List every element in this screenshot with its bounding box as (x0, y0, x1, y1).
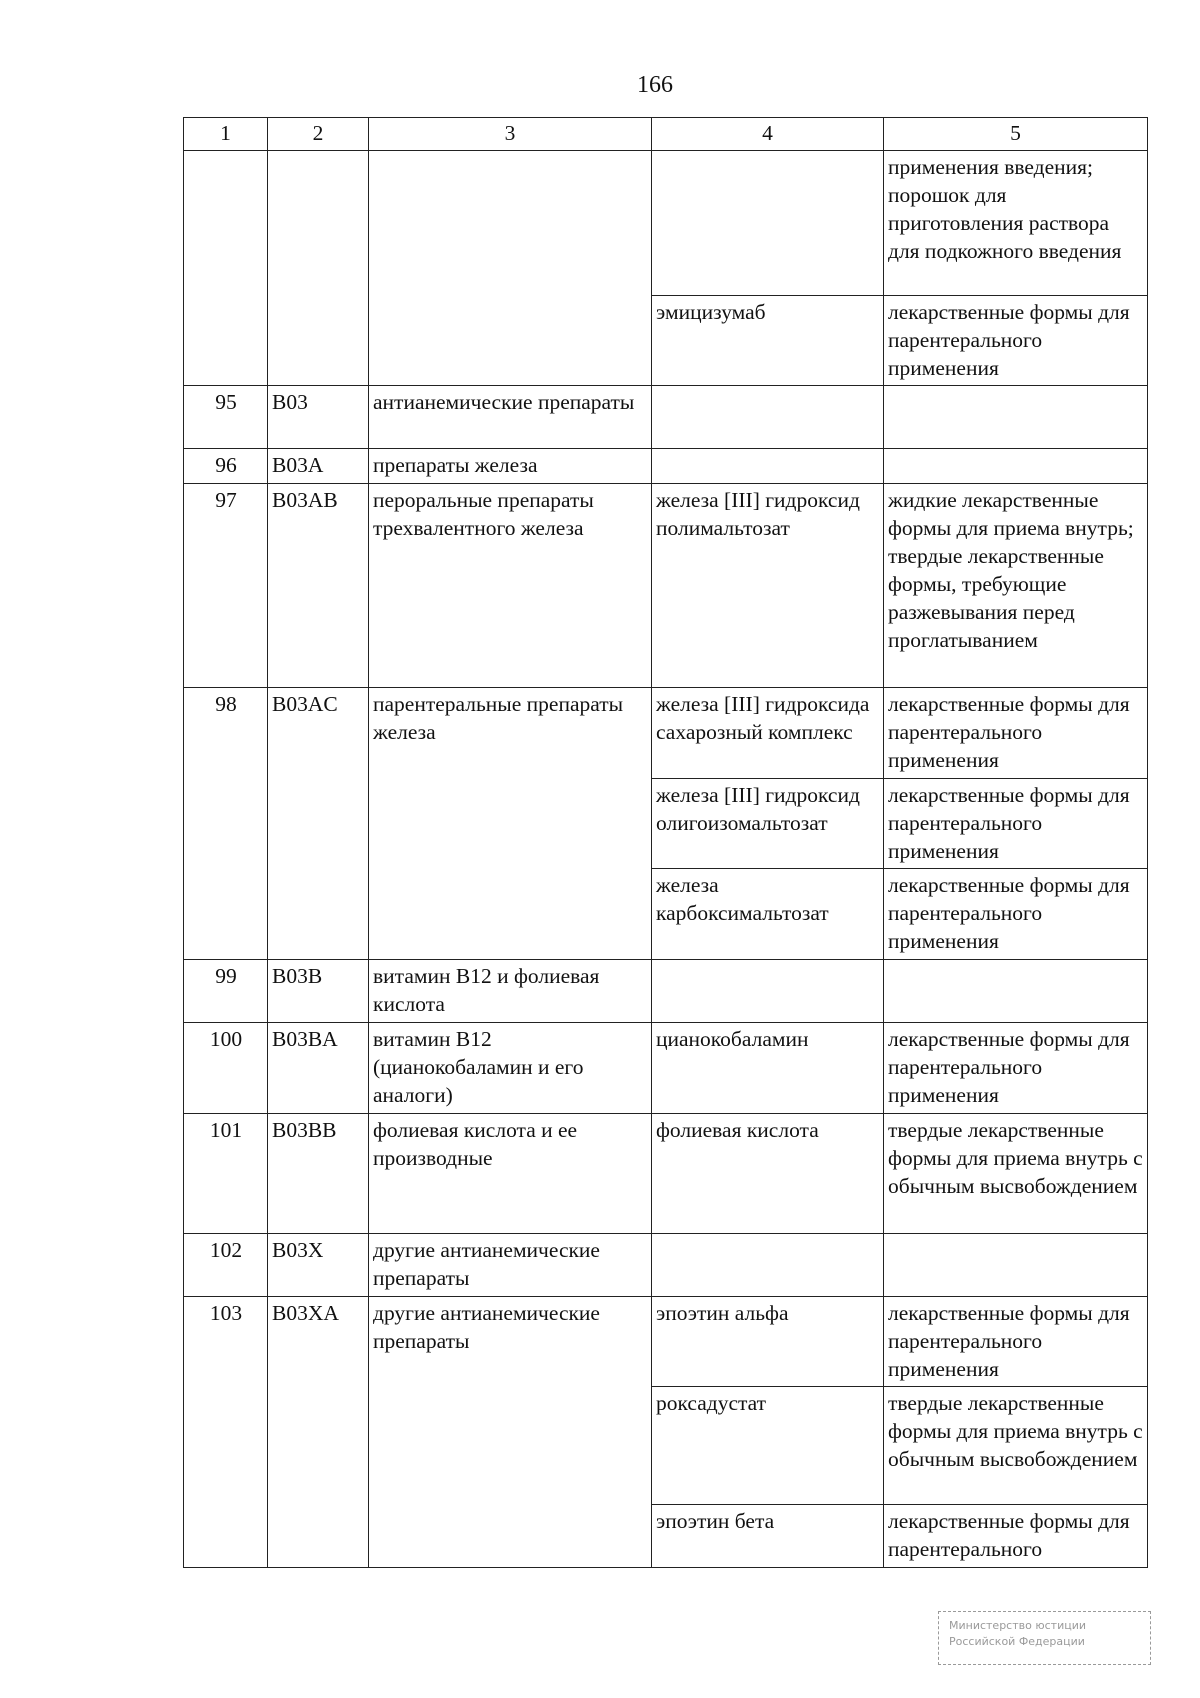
drug-name: цианокобаламин (652, 1023, 884, 1114)
group-name: витамин B12 (цианокобаламин и его аналоги) (369, 1023, 652, 1114)
table-row (184, 484, 1148, 688)
drug-name: эпоэтин бета (652, 1505, 884, 1568)
atc-code (268, 151, 369, 386)
table-row (184, 960, 1148, 1023)
atc-code: B03 (268, 386, 369, 449)
row-number: 97 (184, 484, 268, 688)
row-number: 98 (184, 688, 268, 960)
row-number: 99 (184, 960, 268, 1023)
table-row (184, 386, 1148, 449)
header-col-5: 5 (884, 118, 1148, 151)
drug-list-table (183, 117, 1148, 1568)
table-row (184, 1023, 1148, 1114)
header-col-1: 1 (184, 118, 268, 151)
drug-name: железа [III] гидроксида сахарозный комплекс (652, 688, 884, 779)
drug-name (652, 449, 884, 484)
row-number: 96 (184, 449, 268, 484)
row-number: 95 (184, 386, 268, 449)
dosage-forms (884, 386, 1148, 449)
atc-code: B03XA (268, 1297, 369, 1568)
row-number: 103 (184, 1297, 268, 1568)
dosage-forms: лекарственные формы для парентерального применения (884, 1023, 1148, 1114)
dosage-forms: лекарственные формы для парентерального применения (884, 296, 1148, 386)
group-name: фолиевая кислота и ее производные (369, 1114, 652, 1234)
header-col-3: 3 (369, 118, 652, 151)
row-number: 101 (184, 1114, 268, 1234)
page-number: 166 (637, 72, 673, 98)
table-header-row (184, 118, 1148, 151)
table-row (184, 1114, 1148, 1234)
dosage-forms: жидкие лекарственные формы для приема внутрь; твердые лекарственные формы, требующие разжевывания перед проглатыванием (884, 484, 1148, 688)
dosage-forms (884, 1234, 1148, 1297)
drug-name: фолиевая кислота (652, 1114, 884, 1234)
dosage-forms: твердые лекарственные формы для приема внутрь с обычным высвобождением (884, 1114, 1148, 1234)
atc-code: B03B (268, 960, 369, 1023)
table-row (184, 449, 1148, 484)
table-row (184, 1297, 1148, 1387)
group-name: другие антианемические препараты (369, 1234, 652, 1297)
group-name: витамин B12 и фолиевая кислота (369, 960, 652, 1023)
row-number (184, 151, 268, 386)
drug-name: железа [III] гидроксид полимальтозат (652, 484, 884, 688)
atc-code: B03BA (268, 1023, 369, 1114)
ministry-stamp (938, 1611, 1151, 1665)
drug-name: эпоэтин альфа (652, 1297, 884, 1387)
row-number: 100 (184, 1023, 268, 1114)
group-name: пероральные препараты трехвалентного железа (369, 484, 652, 688)
dosage-forms: лекарственные формы для парентерального применения (884, 779, 1148, 869)
dosage-forms: лекарственные формы для парентерального применения (884, 869, 1148, 960)
table-row (184, 688, 1148, 779)
dosage-forms: твердые лекарственные формы для приема внутрь с обычным высвобождением (884, 1387, 1148, 1505)
drug-name (652, 151, 884, 296)
atc-code: B03X (268, 1234, 369, 1297)
drug-name (652, 1234, 884, 1297)
table-row (184, 1234, 1148, 1297)
atc-code: B03A (268, 449, 369, 484)
dosage-forms (884, 960, 1148, 1023)
group-name: парентеральные препараты железа (369, 688, 652, 960)
atc-code: B03AC (268, 688, 369, 960)
drug-name: эмицизумаб (652, 296, 884, 386)
drug-name (652, 386, 884, 449)
dosage-forms: лекарственные формы для парентерального применения (884, 688, 1148, 779)
header-col-2: 2 (268, 118, 369, 151)
group-name: препараты железа (369, 449, 652, 484)
header-col-4: 4 (652, 118, 884, 151)
dosage-forms: лекарственные формы для парентерального применения (884, 1297, 1148, 1387)
drug-name (652, 960, 884, 1023)
atc-code: B03AB (268, 484, 369, 688)
group-name (369, 151, 652, 386)
drug-name: железа карбоксимальтозат (652, 869, 884, 960)
atc-code: B03BB (268, 1114, 369, 1234)
dosage-forms: лекарственные формы для парентерального (884, 1505, 1148, 1568)
group-name: антианемические препараты (369, 386, 652, 449)
dosage-forms (884, 449, 1148, 484)
dosage-forms: применения введения; порошок для приготовления раствора для подкожного введения (884, 151, 1148, 296)
group-name: другие антианемические препараты (369, 1297, 652, 1568)
drug-name: железа [III] гидроксид олигоизомальтозат (652, 779, 884, 869)
row-number: 102 (184, 1234, 268, 1297)
drug-name: роксадустат (652, 1387, 884, 1505)
stamp-line-2: Российской Федерации (949, 1635, 1085, 1648)
stamp-line-1: Министерство юстиции (949, 1619, 1087, 1632)
table-row (184, 151, 1148, 296)
